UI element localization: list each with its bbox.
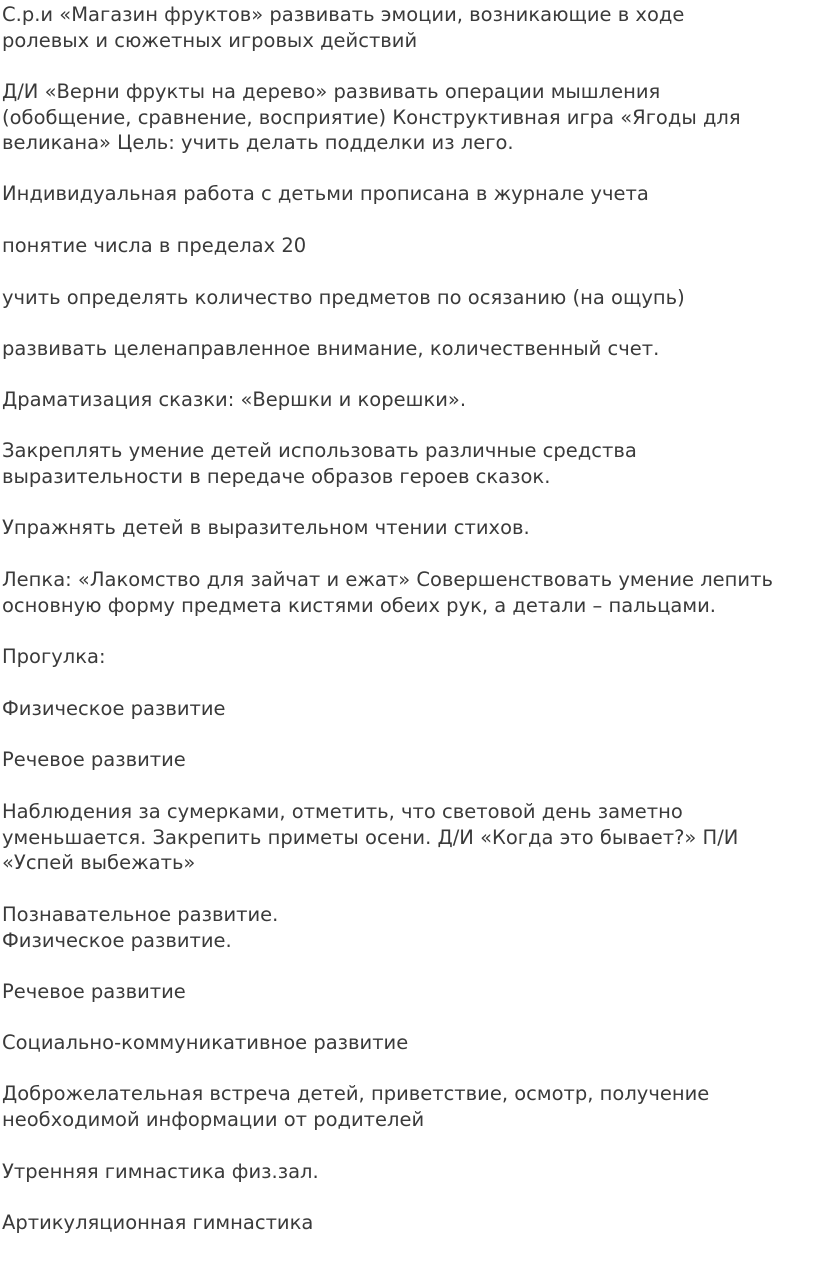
paragraph	[2, 285, 685, 311]
text-line: Физическое развитие	[2, 697, 226, 720]
paragraph	[2, 1030, 408, 1056]
text-line: уменьшается. Закрепить приметы осени. Д/И «Когда это бывает?» П/И	[2, 825, 739, 849]
paragraph	[2, 233, 306, 259]
paragraph	[2, 696, 226, 722]
text-line: Д/И «Верни фрукты на дерево» развивать операции мышления	[2, 80, 661, 103]
paragraph	[2, 799, 738, 876]
paragraph	[2, 79, 741, 156]
paragraph	[2, 747, 186, 773]
text-line: «Успей выбежать»	[2, 851, 196, 874]
text-line: ролевых и сюжетных игровых действий	[2, 28, 418, 52]
text-line: Познавательное развитие.	[2, 903, 279, 926]
paragraph	[2, 2, 684, 53]
text-line: необходимой информации от родителей	[2, 1107, 425, 1131]
text-line: Закреплять умение детей использовать различные средства	[2, 439, 637, 462]
paragraph	[2, 336, 659, 362]
text-line: Социально-коммуникативное развитие	[2, 1031, 409, 1054]
paragraph	[2, 1210, 313, 1236]
text-line: (обобщение, сравнение, восприятие) Конструктивная игра «Ягоды для	[2, 105, 741, 129]
text-line: учить определять количество предметов по осязанию (на ощупь)	[2, 286, 685, 309]
text-line: развивать целенаправленное внимание, количественный счет.	[2, 337, 660, 360]
paragraph	[2, 1081, 709, 1132]
text-line: С.р.и «Магазин фруктов» развивать эмоции, возникающие в ходе	[2, 3, 685, 26]
text-line: основную форму предмета кистями обеих рук, а детали – пальцами.	[2, 593, 716, 617]
paragraph	[2, 387, 466, 413]
text-line: Прогулка:	[2, 645, 106, 668]
text-line: Доброжелательная встреча детей, приветствие, осмотр, получение	[2, 1082, 710, 1105]
text-line: Речевое развитие	[2, 748, 186, 771]
paragraph	[2, 902, 278, 953]
text-line: выразительности в передаче образов героев сказок.	[2, 464, 551, 488]
text-line: великана» Цель: учить делать подделки из лего.	[2, 131, 514, 154]
text-line: понятие числа в пределах 20	[2, 234, 307, 257]
text-line: Утренняя гимнастика физ.зал.	[2, 1160, 319, 1183]
text-line: Наблюдения за сумерками, отметить, что световой день заметно	[2, 800, 683, 823]
text-line: Лепка: «Лакомство для зайчат и ежат» Совершенствовать умение лепить	[2, 568, 773, 591]
paragraph	[2, 1159, 319, 1185]
text-line: Физическое развитие.	[2, 928, 232, 952]
text-line: Речевое развитие	[2, 980, 186, 1003]
paragraph	[2, 979, 186, 1005]
paragraph	[2, 644, 106, 670]
text-line: Драматизация сказки: «Вершки и корешки».	[2, 388, 467, 411]
text-line: Артикуляционная гимнастика	[2, 1211, 314, 1234]
paragraph	[2, 438, 637, 489]
paragraph	[2, 515, 530, 541]
paragraph	[2, 567, 773, 618]
text-line: Индивидуальная работа с детьми прописана в журнале учета	[2, 182, 649, 205]
text-line: Упражнять детей в выразительном чтении стихов.	[2, 516, 530, 539]
paragraph	[2, 181, 649, 207]
